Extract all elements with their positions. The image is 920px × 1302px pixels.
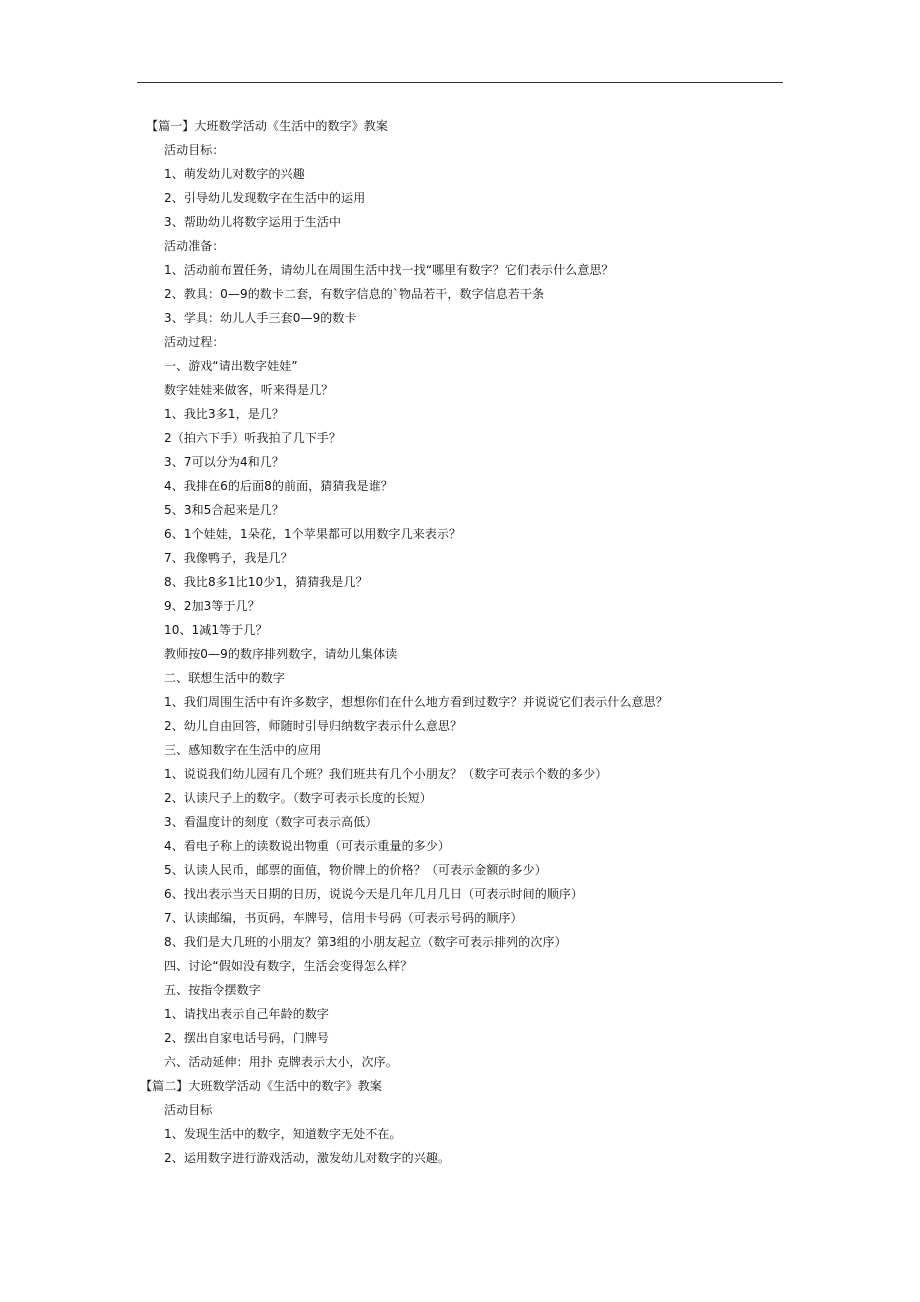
text-line: 1、请找出表示自己年龄的数字 xyxy=(164,1007,330,1021)
document-body xyxy=(0,114,920,1170)
section-heading: 【篇一】大班数学活动《生活中的数字》教案 xyxy=(146,119,389,133)
text-line: 7、我像鸭子，我是几？ xyxy=(164,551,293,565)
text-line: 活动准备： xyxy=(164,239,225,253)
text-line: 活动目标： xyxy=(164,143,225,157)
text-line: 教师按0—9的数序排列数字，请幼儿集体读 xyxy=(164,647,398,661)
text-line: 1、我比3多1，是几？ xyxy=(164,407,285,421)
text-line: 2、引导幼儿发现数字在生活中的运用 xyxy=(164,191,366,205)
text-line: 1、活动前布置任务，请幼儿在周围生活中找一找“哪里有数字？它们表示什么意思？ xyxy=(164,263,614,277)
text-line: 8、我比8多1比10少1，猜猜我是几？ xyxy=(164,575,368,589)
text-line: 4、我排在6的后面8的前面，猜猜我是谁？ xyxy=(164,479,393,493)
text-line: 7、认读邮编，书页码，车牌号，信用卡号码（可表示号码的顺序） xyxy=(164,911,523,925)
text-line: 一、游戏“请出数字娃娃” xyxy=(164,359,298,373)
text-line: 六、活动延伸：用扑 克牌表示大小，次序。 xyxy=(164,1055,398,1069)
text-line: 1、说说我们幼儿园有几个班？我们班共有几个小朋友？（数字可表示个数的多少） xyxy=(164,767,608,781)
text-line: 2（拍六下手）听我拍了几下手？ xyxy=(164,431,342,445)
text-line: 2、认读尺子上的数字。（数字可表示长度的长短） xyxy=(164,791,432,805)
text-line: 2、摆出自家电话号码，门牌号 xyxy=(164,1031,330,1045)
text-line: 1、萌发幼儿对数字的兴趣 xyxy=(164,167,305,181)
text-line: 3、7可以分为4和几？ xyxy=(164,455,285,469)
text-line: 活动过程： xyxy=(164,335,225,349)
text-line: 三、感知数字在生活中的应用 xyxy=(164,743,322,757)
text-line: 9、2加3等于几？ xyxy=(164,599,260,613)
text-line: 5、认读人民币，邮票的面值，物价牌上的价格？（可表示金额的多少） xyxy=(164,863,547,877)
text-line: 五、按指令摆数字 xyxy=(164,983,261,997)
text-line: 3、学具：幼儿人手三套0—9的数卡 xyxy=(164,311,357,325)
text-line: 1、我们周围生活中有许多数字，想想你们在什么地方看到过数字？并说说它们表示什么意思？ xyxy=(164,695,668,709)
header-rule xyxy=(137,82,783,83)
text-line: 10、1减1等于几？ xyxy=(164,623,268,637)
text-line: 2、运用数字进行游戏活动，激发幼儿对数字的兴趣。 xyxy=(164,1151,451,1165)
text-line: 2、幼儿自由回答，师随时引导归纳数字表示什么意思？ xyxy=(164,719,463,733)
text-line: 活动目标 xyxy=(164,1103,213,1117)
text-line: 4、看电子称上的读数说出物重（可表示重量的多少） xyxy=(164,839,451,853)
text-line: 5、3和5合起来是几？ xyxy=(164,503,285,517)
text-line: 3、帮助幼儿将数字运用于生活中 xyxy=(164,215,342,229)
text-line: 3、看温度计的刻度（数字可表示高低） xyxy=(164,815,378,829)
text-line: 2、教具：0—9的数卡二套，有数字信息的`物品若干，数字信息若干条 xyxy=(164,287,545,301)
section-heading: 【篇二】大班数学活动《生活中的数字》教案 xyxy=(140,1079,383,1093)
text-line: 数字娃娃来做客，听来得是几？ xyxy=(164,383,334,397)
text-line: 6、1个娃娃，1朵花，1个苹果都可以用数字几来表示？ xyxy=(164,527,462,541)
text-line: 8、我们是大几班的小朋友？第3组的小朋友起立（数字可表示排列的次序） xyxy=(164,935,567,949)
text-line: 1、发现生活中的数字，知道数字无处不在。 xyxy=(164,1127,402,1141)
text-line: 6、找出表示当天日期的日历，说说今天是几年几月几日（可表示时间的顺序） xyxy=(164,887,584,901)
text-line: 四、讨论“假如没有数字，生活会变得怎么样？ xyxy=(164,959,413,973)
text-line: 二、联想生活中的数字 xyxy=(164,671,286,685)
